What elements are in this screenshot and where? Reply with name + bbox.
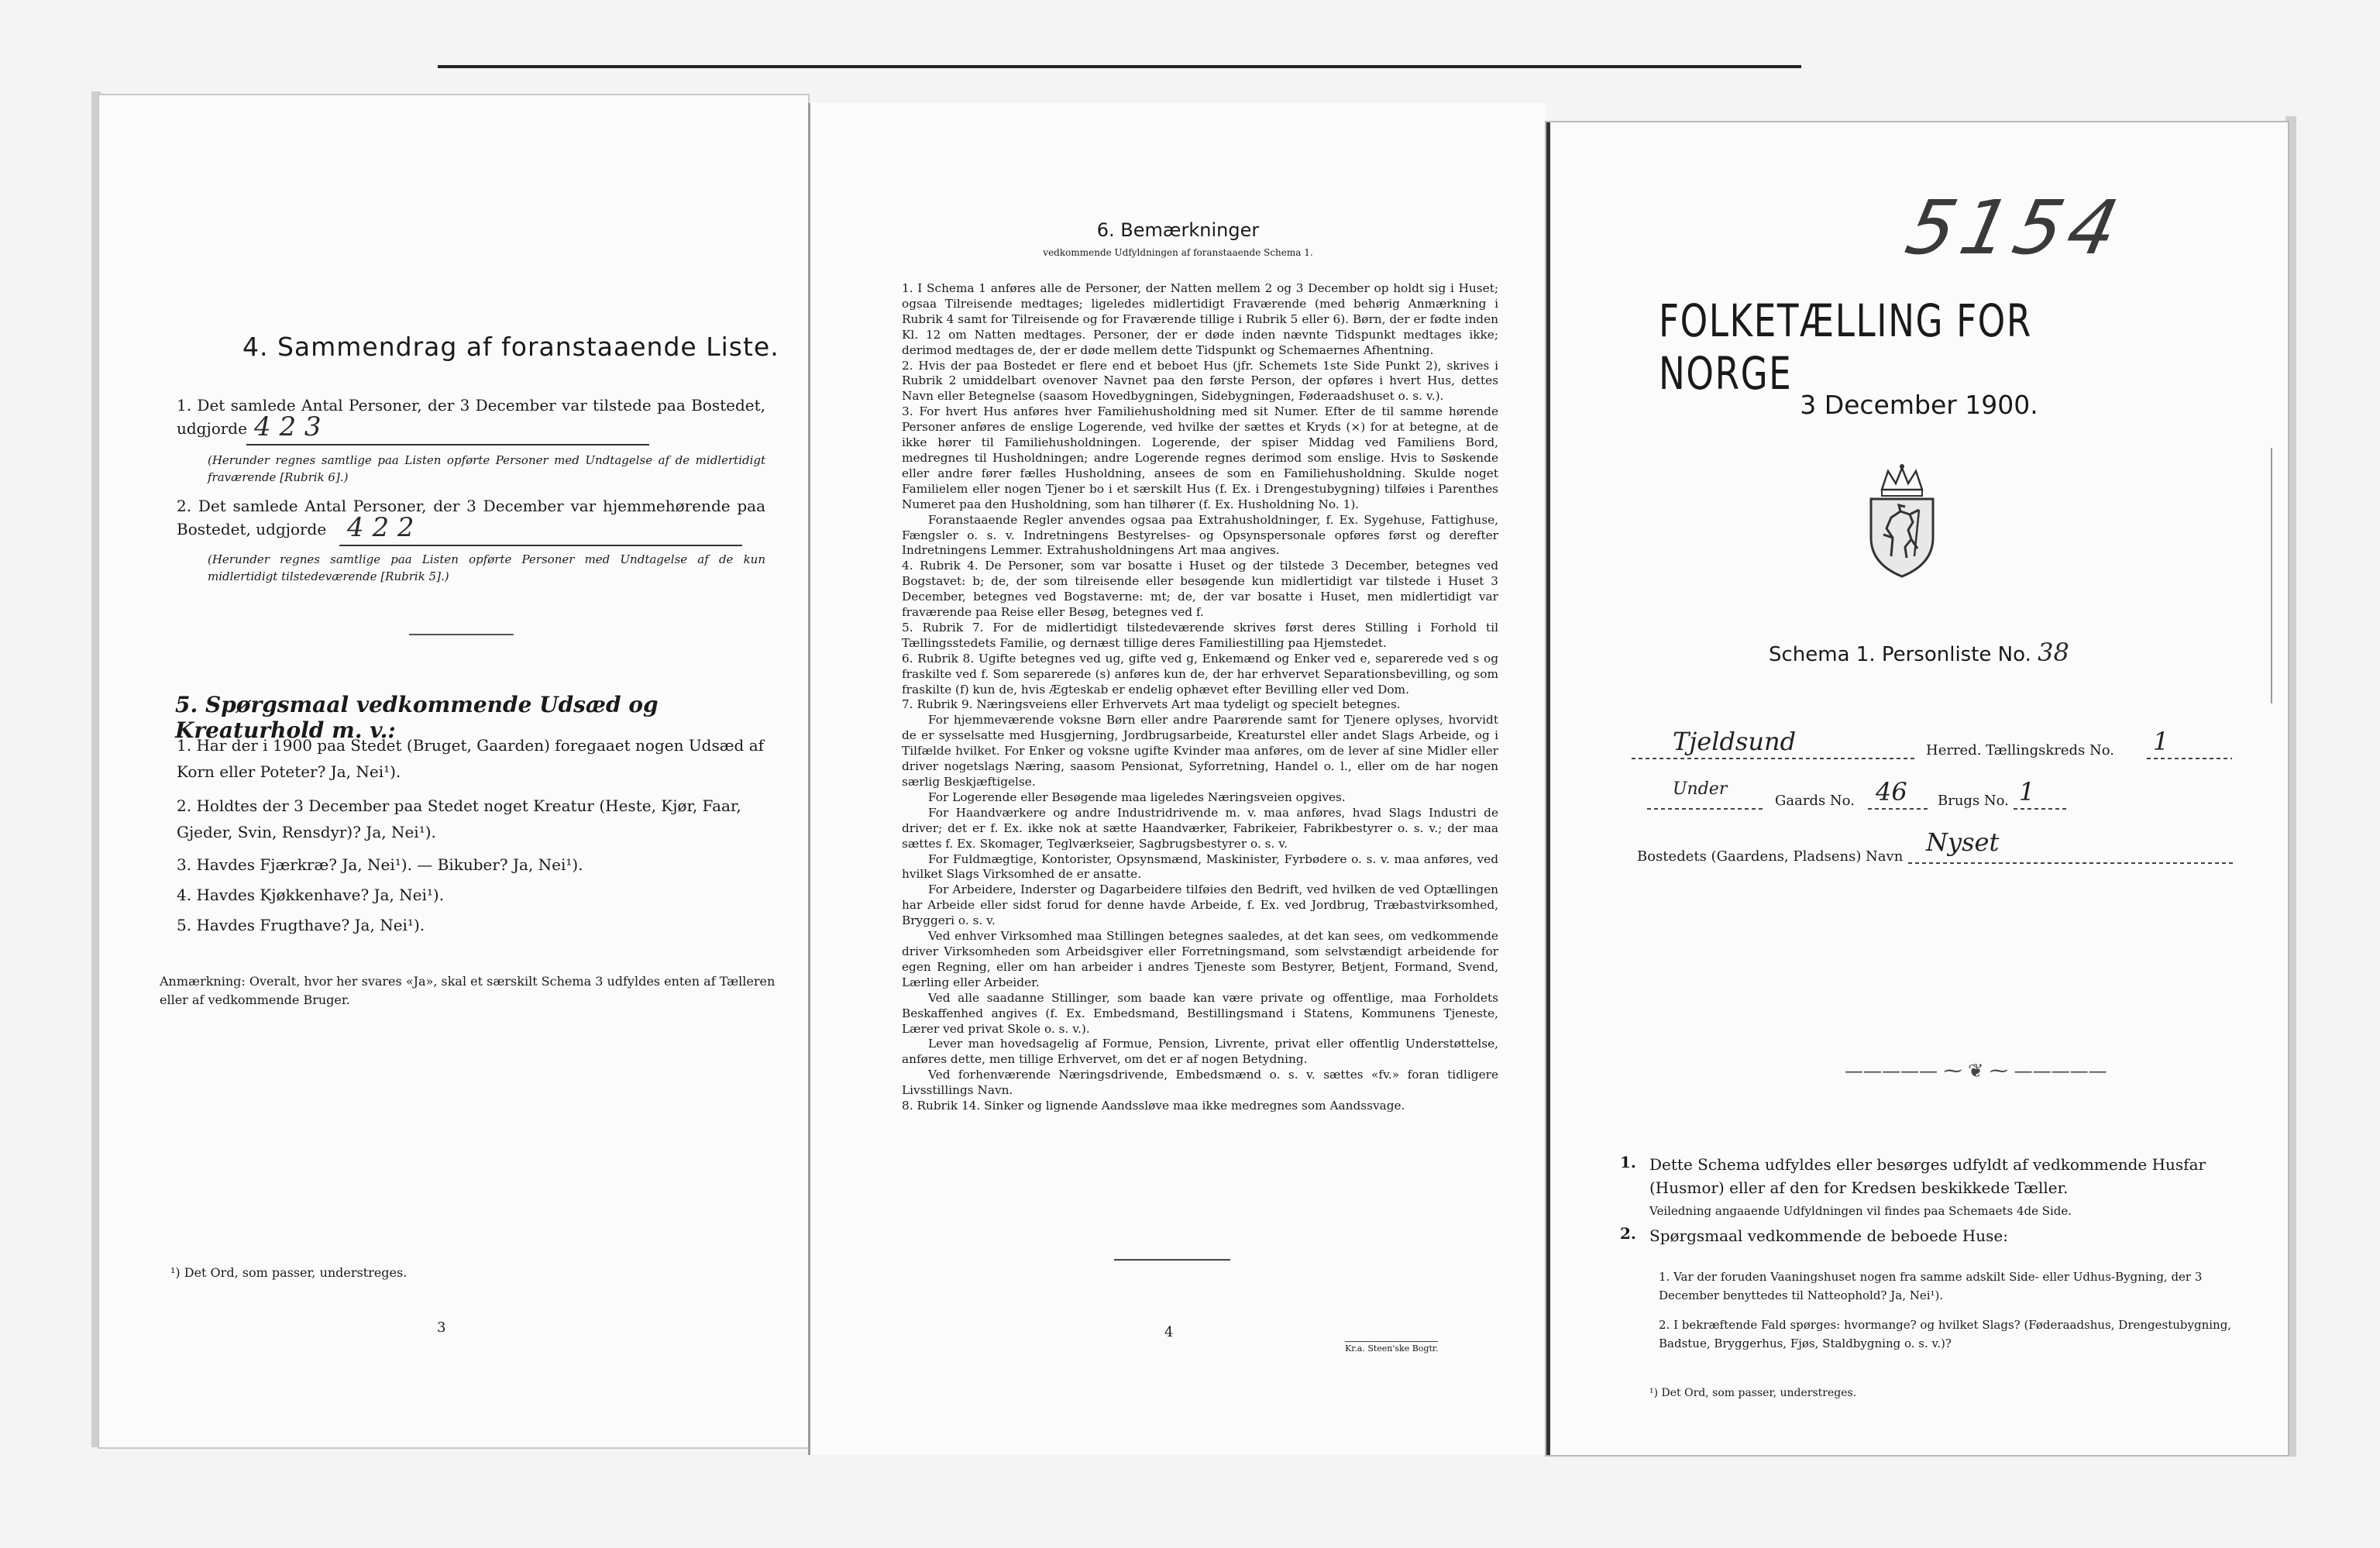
house-question-1: 1. Var der foruden Vaaningshuset nogen fra samme adskilt Side- eller Udhus-Bygning, der 3 December benyttedes til Natteophold? Ja, Nei¹). <box>1659 1270 2203 1302</box>
question-5: 5. Havdes Frugthave? Ja, Nei¹). <box>177 916 425 934</box>
page-number: 3 <box>437 1319 446 1336</box>
remark-paragraph: Lever man hovedsagelig af Formue, Pension, Livrente, privat eller offentlig Understøttelse, anføres dette, men tillige Erhvervet, om det er af nogen Betydning. <box>902 1037 1498 1067</box>
section-6-title: 6. Bemærkninger <box>1096 219 1260 241</box>
gaards-line <box>1868 808 1930 810</box>
remark-paragraph: For Haandværkere og andre Industridrivende m. v. maa anføres, hvad Slags Industri de driver; det er f. Ex. ikke nok at sætte Haandværker, Fabrikeier, Fabrikbestyrer o. s. v.; der maa sættes f. Ex. Skomager, Teglværkseier, Sagbrugsbestyrer o. s. v. <box>902 805 1498 851</box>
remark-paragraph: Ved enhver Virksomhed maa Stillingen betegnes saaledes, at det kan sees, om vedkommende driver Virksomheden som Arbeidsgiver eller Forretningsmand, som selvstændigt arbeidende for egen Regning, eller om han arbeider i andres Tjeneste som Bestyrer, Betjent, Formand, Svend, Lærling eller Arbeider. <box>902 929 1498 989</box>
bosted-line <box>1908 862 2234 864</box>
brugs-number: 1 <box>2019 777 2035 807</box>
gaards-label: Gaards No. <box>1775 793 1855 809</box>
brugs-line <box>2014 808 2068 810</box>
census-title: FOLKETÆLLING FOR NORGE <box>1659 294 2032 400</box>
remark-paragraph: 8. Rubrik 14. Sinker og lignende Aandssløve maa ikke medregnes som Aandssvage. <box>902 1099 1405 1113</box>
gaard-prefix: Under <box>1673 779 1728 799</box>
remark-paragraph: For hjemmeværende voksne Børn eller andre Paarørende samt for Tjenere oplyses, hvorvidt de er sysselsatte med Husgjerning, Jordbrugsarbeide, Kreaturstel eller andet Slags Arbeide, og i Tilfælde hvilket. For Enker og voksne ugifte Kvinder maa anføres, om de lever af sine Midler eller driver nogetslags Næring, saasom Pensionat, Syforretning, Handel o. l., eller om de har nogen særlig Beskjæftigelse. <box>902 713 1498 789</box>
remark-paragraph: 4. Rubrik 4. De Personer, som var bosatte i Huset og der tilstede 3 December, betegnes ved Bogstavet: b; de, der som tilreisende eller besøgende kun midlertidigt var tilstede i Huset 3 December, betegnes ved Bogstaverne: mt; de, der var bosatte i Huset, men midlertidigt var fraværende paa Reise eller Besøg, betegnes ved f. <box>902 559 1498 620</box>
schema-label-text: Schema 1. Personliste No. <box>1769 643 2031 666</box>
remark-paragraph: 7. Rubrik 9. Næringsveiens eller Erhvervets Art maa tydeligt og specielt betegnes. <box>902 697 1401 712</box>
question-1: 1. Har der i 1900 paa Stedet (Bruget, Gaarden) foregaaet nogen Udsæd af Korn eller Poteter? Ja, Nei¹). <box>177 736 765 781</box>
remark-paragraph: Foranstaaende Regler anvendes ogsaa paa Extrahusholdninger, f. Ex. Sygehuse, Fattighuse, Fængsler o. s. v. Indretningens Bestyrelses- og Opsynspersonale opføres først og derefter Indretningens Lemmer. Extrahusholdningens Art maa angives. <box>902 512 1498 558</box>
point-1-text: Dette Schema udfyldes eller besørges udfyldt af vedkommende Husfar (Husmor) eller af den for Kredsen beskikkede Tæller. <box>1649 1155 2206 1197</box>
bosted-label: Bostedets (Gaardens, Pladsens) Navn <box>1637 848 1904 865</box>
closing-rule <box>1114 1259 1230 1261</box>
binding-rule <box>438 65 1801 68</box>
question-3: 3. Havdes Fjærkræ? Ja, Nei¹). — Bikuber? Ja, Nei¹). <box>177 855 583 874</box>
census-date: 3 December 1900. <box>1800 390 2038 420</box>
item-2-value: 4 2 2 <box>347 512 414 543</box>
ornament-icon: ————— ⁓ ❦ ⁓ ————— <box>1845 1060 2107 1082</box>
item-1-value: 4 2 3 <box>254 411 322 442</box>
catalog-number: 5154 <box>1899 184 2132 271</box>
printer-imprint: Kr.a. Steen'ske Bogtr. <box>1345 1341 1438 1354</box>
page-number: 4 <box>1164 1324 1174 1340</box>
brugs-label: Brugs No. <box>1938 793 2009 809</box>
item-2-line <box>339 545 742 546</box>
section-5-title: 5. Spørgsmaal vedkommende Udsæd og Kreaturhold m. v.: <box>175 692 659 743</box>
point-1-number: 1. <box>1620 1153 1636 1171</box>
bosted-value: Nyset <box>1926 827 2000 857</box>
item-2-note: (Herunder regnes samtlige paa Listen opførte Personer med Undtagelse af de kun midlertidigt tilstedeværende [Rubrik 5].) <box>208 552 765 583</box>
item-2-text: 2. Det samlede Antal Personer, der 3 December var hjemmehørende paa Bostedet, udgjorde <box>177 497 765 538</box>
page-1 <box>1546 122 2288 1455</box>
remark-paragraph: Ved alle saadanne Stillinger, som baade kan være private og offentlige, maa Forholdets Beskaffenhed angives (f. Ex. Embedsmand, Bestillingsmand i Statens, Kommunens Tjeneste, Lærer ved privat Skole o. s. v.). <box>902 990 1498 1036</box>
point-2-number: 2. <box>1620 1224 1636 1243</box>
section-6-subtitle: vedkommende Udfyldningen af foranstaaende Schema 1. <box>1043 247 1313 258</box>
herred-value: Tjeldsund <box>1673 727 1797 756</box>
remark-paragraph: 5. Rubrik 7. For de midlertidigt tilstedeværende skrives først deres Stilling i Forhold til Tællingsstedets Familie, og dernæst tillige deres Familiestilling paa Hjemstedet. <box>902 620 1498 650</box>
section-4-title: 4. Sammendrag af foranstaaende Liste. <box>242 332 779 362</box>
point-1-sub: Veiledning angaaende Udfyldningen vil findes paa Schemaets 4de Side. <box>1649 1204 2072 1218</box>
remark-paragraph: Ved forhenværende Næringsdrivende, Embedsmænd o. s. v. sættes «fv.» foran tidligere Livsstillings Navn. <box>902 1068 1498 1098</box>
gaard-prefix-line <box>1647 808 1763 810</box>
remark-paragraph: For Logerende eller Besøgende maa ligeledes Næringsveien opgives. <box>928 789 1346 804</box>
remark-paragraph: 3. For hvert Hus anføres hver Familiehusholdning med sit Numer. Efter de til samme hørende Personer anføres de enslige Logerende, ved hvilke der sættes et Kryds (×) for at betegne, at de ikke hører til Familiehusholdningen. Logerende, der spiser Middag ved Familiens Bord, medregnes til Husholdningen; andre Logerende regnes derimod som enslige. Hvis to Søskende eller andre fører fælles Husholdning, ansees de som en Familiehusholdning. Skulde noget Familielem eller nogen Tjener bo i et særskilt Hus (f. Ex. i Drengestubygning) tilføies i Parenthes Numeret paa den Husholdning, som han tilhører (f. Ex. Husholdning No. 1). <box>902 404 1498 511</box>
remark-paragraph: 1. I Schema 1 anføres alle de Personer, der Natten mellem 2 og 3 December op holdt sig i Huset; ogsaa Tilreisende medtages; ligeledes midlertidigt Fraværende (med behørig Anmærkning i Rubrik 4 samt for Tilreisende og for Fraværende tillige i Rubrik 5 eller 6). Børn, der er fødte inden Kl. 12 om Natten medtages. Personer, der er døde inden nævnte Tidspunkt medtages ikke; derimod medtages de, der er døde mellem dette Tidspunkt og Schemaernes Afhentning. <box>902 281 1498 357</box>
point-2-text: Spørgsmaal vedkommende de beboede Huse: <box>1649 1226 2008 1245</box>
personliste-number: 38 <box>2038 638 2069 667</box>
remark-paragraph: For Arbeidere, Inderster og Dagarbeidere tilføies den Bedrift, ved hvilken de ved Optællingen har Arbeide eller sidst forud for denne havde Arbeide, f. Ex. ved Jordbrug, Træbastvirksomhed, Bryggeri o. s. v. <box>902 882 1498 928</box>
item-1-line <box>246 444 649 445</box>
binding-margin <box>2271 448 2280 703</box>
separator <box>409 634 514 635</box>
herred-label: Herred. Tællingskreds No. <box>1926 742 2114 759</box>
page-3 <box>99 95 808 1447</box>
house-question-2: 2. I bekræftende Fald spørges: hvormange? og hvilket Slags? (Føderaadshus, Drengestubygning, Badstue, Bryggerhus, Fjøs, Staldbygning o. s. v.)? <box>1659 1318 2232 1350</box>
remarks-body <box>902 281 1498 1114</box>
remark-paragraph: 2. Hvis der paa Bostedet er flere end et beboet Hus (jfr. Schemets 1ste Side Punkt 2), skrives i Rubrik 2 umiddelbart ovenover Navnet paa den første Person, der opføres i hvert Hus, dettes Navn eller Betegnelse (saasom Hovedbygningen, Sidebygningen, Føderaadshuset o. s. v.). <box>902 358 1498 404</box>
kreds-line <box>2147 758 2232 759</box>
footnote: ¹) Det Ord, som passer, understreges. <box>170 1265 408 1280</box>
item-1-text: 1. Det samlede Antal Personer, der 3 December var tilstede paa Bostedet, udgjorde <box>177 396 765 438</box>
kreds-number: 1 <box>2153 727 2169 756</box>
annotation-note: Anmærkning: Overalt, hvor her svares «Ja», skal et særskilt Schema 3 udfyldes enten af Tælleren eller af vedkommende Bruger. <box>160 974 776 1007</box>
schema-label <box>1769 638 2069 667</box>
footnote: ¹) Det Ord, som passer, understreges. <box>1649 1387 1857 1399</box>
item-1-note: (Herunder regnes samtlige paa Listen opførte Personer med Undtagelse af de midlertidigt fraværende [Rubrik 6].) <box>208 453 765 484</box>
remark-paragraph: 6. Rubrik 8. Ugifte betegnes ved ug, gifte ved g, Enkemænd og Enker ved e, separerede ved s og fraskilte ved f. Som separerede (s) anføres kun de, der har erhvervet Separationsbevilling, og som fraskilte (f) kun de, hvis Ægteskab er endelig ophævet efter Bevilling eller ved Dom. <box>902 651 1498 697</box>
herred-line <box>1632 758 1917 759</box>
gaards-number: 46 <box>1876 777 1907 807</box>
remark-paragraph: For Fuldmægtige, Kontorister, Opsynsmænd, Maskinister, Fyrbødere o. s. v. maa anføres, ved hvilket Slags Virksomhed de er ansatte. <box>902 851 1498 882</box>
question-2: 2. Holdtes der 3 December paa Stedet noget Kreatur (Heste, Kjør, Faar, Gjeder, Svin, Rensdyr)? Ja, Nei¹). <box>177 796 741 841</box>
question-4: 4. Havdes Kjøkkenhave? Ja, Nei¹). <box>177 886 445 904</box>
coat-of-arms-icon <box>1865 463 1939 583</box>
page-4 <box>808 103 1546 1455</box>
